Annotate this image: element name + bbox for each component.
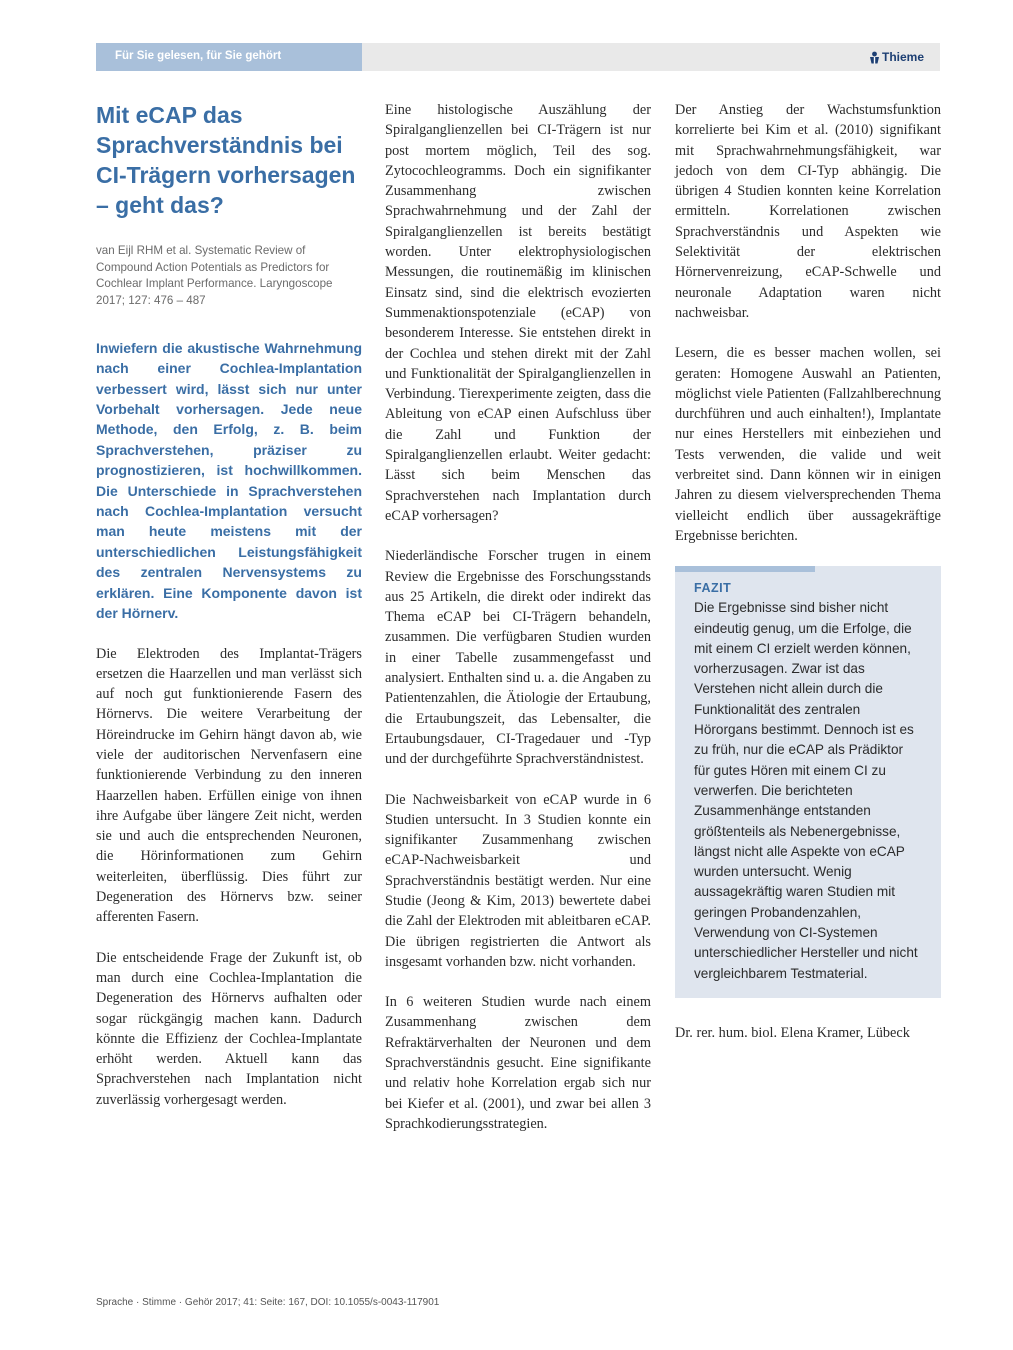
article-reference: van Eijl RHM et al. Systematic Review of Compound Action Potentials as Predictors for Cochlear Implant Performance. Laryngoscope 2017; 127: 476 – 487: [96, 244, 333, 308]
body-paragraph: Eine histologische Auszählung der Spiralganglienzellen bei CI-Trägern ist nur post mortem möglich, Teil des sog. Zytocochleogramms. Doch ein signifikanter Zusammenhang zwischen Sprachwahrnehmung und der Zahl der Spiralganglienzellen ist bereits bestätigt worden. Unter elektrophysiologischen Messungen, die routinemäßig im klinischen Einsatz sind, sind die elektrisch evozierten Summenaktionspotenziale (eCAP) von besonderem Interesse. Sie entstehen direkt in der Cochlea und stehen direkt mit der Zahl und Funktionalität der Spiralganglienzellen in Verbindung. Tierexperimente zeigten, dass die Ableitung von eCAP einen Aufschluss über die Zahl und Funktion der Spiralganglienzellen erlaubt. Weiter gedacht: Lässt sich beim Menschen das Sprachverstehen nach Implantation durch eCAP vorhersagen?: [385, 102, 651, 524]
column-right: [675, 100, 941, 1043]
brand-name: Thieme: [881, 50, 924, 64]
body-paragraph: Die entscheidende Frage der Zukunft ist, ob man durch eine Cochlea-Implantation die Degeneration des Hörnervs aufhalten oder sogar rückgängig machen kann. Dadurch könnte die Effizienz der Cochlea-Implantate erhöht werden. Aktuell kann das Sprachverstehen nach Implantation nicht zuverlässig vorhergesagt werden.: [96, 949, 362, 1108]
footer-citation: Sprache · Stimme · Gehör 2017; 41: Seite: 167, DOI: 10.1055/s-0043-117901: [96, 1297, 440, 1308]
body-paragraph: Die Elektroden des Implantat-Trägers ersetzen die Haarzellen und man verlässt sich auf noch gut funktionierende Fasern des Hörnervs. Die weitere Verarbeitung der Höreindrucke im Gehirn hängt davon ab, wie viele der auditorischen Nervenfasern eine funktionierende Verbindung zu den inneren Haarzellen haben. Erfüllen einige von ihnen ihre Aufgabe über längere Zeit nicht, werden sie und auch die entsprechenden Neuronen, die Hörinformationen zum Gehirn weiterleiten, überflüssig. Dies führt zur Degeneration des Hörnervs bzw. seiner afferenten Fasern.: [96, 645, 362, 926]
body-paragraph: Niederländische Forscher trugen in einem Review die Ergebnisse des Forschungsstands aus 25 Artikeln, die direkt oder indirekt das Thema eCAP bei CI-Trägern behandeln, zusammen. Die verfügbaren Studien wurden in einer Tabelle zusammengefasst und analysiert. Enthalten sind u. a. die Angaben zu Patientenzahlen, die Ätiologie der Ertaubung, die Ertaubungszeit, das Lebensalter, die Ertaubungsdauer, CI-Tragedauer und -Typ und der durchgeführte Sprachverständnistest.: [385, 548, 651, 768]
body-paragraph: In 6 weiteren Studien wurde nach einem Zusammenhang zwischen dem Refraktärverhalten der Neuronen und dem Sprachverständnis gesucht. Eine signifikante und relativ hohe Korrelation ergab sich nur bei Kiefer et al. (2001), und zwar bei allen 3 Sprachkodierungsstrategien.: [385, 994, 651, 1132]
article-lead: Inwiefern die akustische Wahrnehmung nach einer Cochlea-Implantation verbessert wird, lässt sich nur unter Vorbehalt vorhersagen. Jede neue Methode, den Erfolg, z. B. beim Sprachverstehen, präziser zu prognostizieren, ist hochwillkommen. Die Unterschiede in Sprachverstehen nach Cochlea-Implantation versucht man heute meistens mit der unterschiedlichen Leistungsfähigkeit des zentralen Nervensystems zu erklären. Eine Komponente davon ist der Hörnerv.: [96, 339, 362, 622]
fazit-heading: FAZIT: [694, 581, 732, 596]
section-tag: [96, 43, 362, 71]
thieme-logo-icon: [869, 51, 880, 64]
fazit-accent-bar: [675, 566, 815, 572]
article-title: Mit eCAP das Sprachverständnis bei CI-Trägern vorhersagen – geht das?: [96, 102, 356, 218]
column-left: [96, 100, 362, 1110]
body-paragraph: Die Nachweisbarkeit von eCAP wurde in 6 Studien untersucht. In 3 Studien konnte ein signifikanter Zusammenhang zwischen eCAP-Nachweisbarkeit und Sprachverständnis bestätigt werden. Nur eine Studie (Jeong & Kim, 2013) bewertete dabei die Zahl der Elektroden mit ableitbaren eCAP. Die übrigen registrierten die Antwort als insgesamt vorhanden bzw. nicht vorhanden.: [385, 791, 651, 970]
publisher-brand: [869, 50, 924, 64]
section-label: Für Sie gelesen, für Sie gehört: [115, 50, 282, 62]
body-paragraph: Der Anstieg der Wachstumsfunktion korrelierte bei Kim et al. (2010) signifikant mit Sprachwahrnehmungsfähigkeit, war jedoch von dem CI-Typ abhängig. Die übrigen 4 Studien konnten keine Korrelation ermitteln. Korrelationen zwischen Sprachverständnis und Aspekten wie Selektivität der elektrischen Hörnervenreizung, eCAP-Schwelle und neuronale Adaptation waren nicht nachweisbar.: [675, 102, 941, 321]
fazit-text: Die Ergebnisse sind bisher nicht eindeutig genug, um die Erfolge, die mit einem CI erzielt werden können, vorherzusagen. Zwar ist das Verstehen nicht allein durch die Funktionalität des zentralen Hörorgans bestimmt. Dennoch ist es zu früh, nur die eCAP als Prädiktor für gutes Hören mit einem CI zu verwerfen. Die berichteten Zusammenhänge entstanden größtenteils als Nebenergebnisse, längst nicht alle Aspekte von eCAP wurden untersucht. Wenig aussagekräftig waren Studien mit geringen Probandenzahlen, Verwendung von CI-Systemen unterschiedlicher Hersteller und nicht vergleichbarem Testmaterial.: [694, 600, 918, 981]
column-middle: [385, 100, 651, 1134]
article-author: Dr. rer. hum. biol. Elena Kramer, Lübeck: [675, 1024, 910, 1041]
header-bar: [96, 43, 940, 71]
fazit-box: [675, 566, 941, 998]
body-paragraph: Lesern, die es besser machen wollen, sei geraten: Homogene Auswahl an Patienten, möglichst viele Patienten (Fallzahlberechnung durchführen und auch einhalten!), Implantate nur eines Herstellers mit einbeziehen und Tests verwenden, die valide und weit verbreitet sind. Dann können wir in einigen Jahren zu diesem vielversprechenden Thema vielleicht endlich über aussagekräftige Ergebnisse berichten.: [675, 345, 941, 544]
